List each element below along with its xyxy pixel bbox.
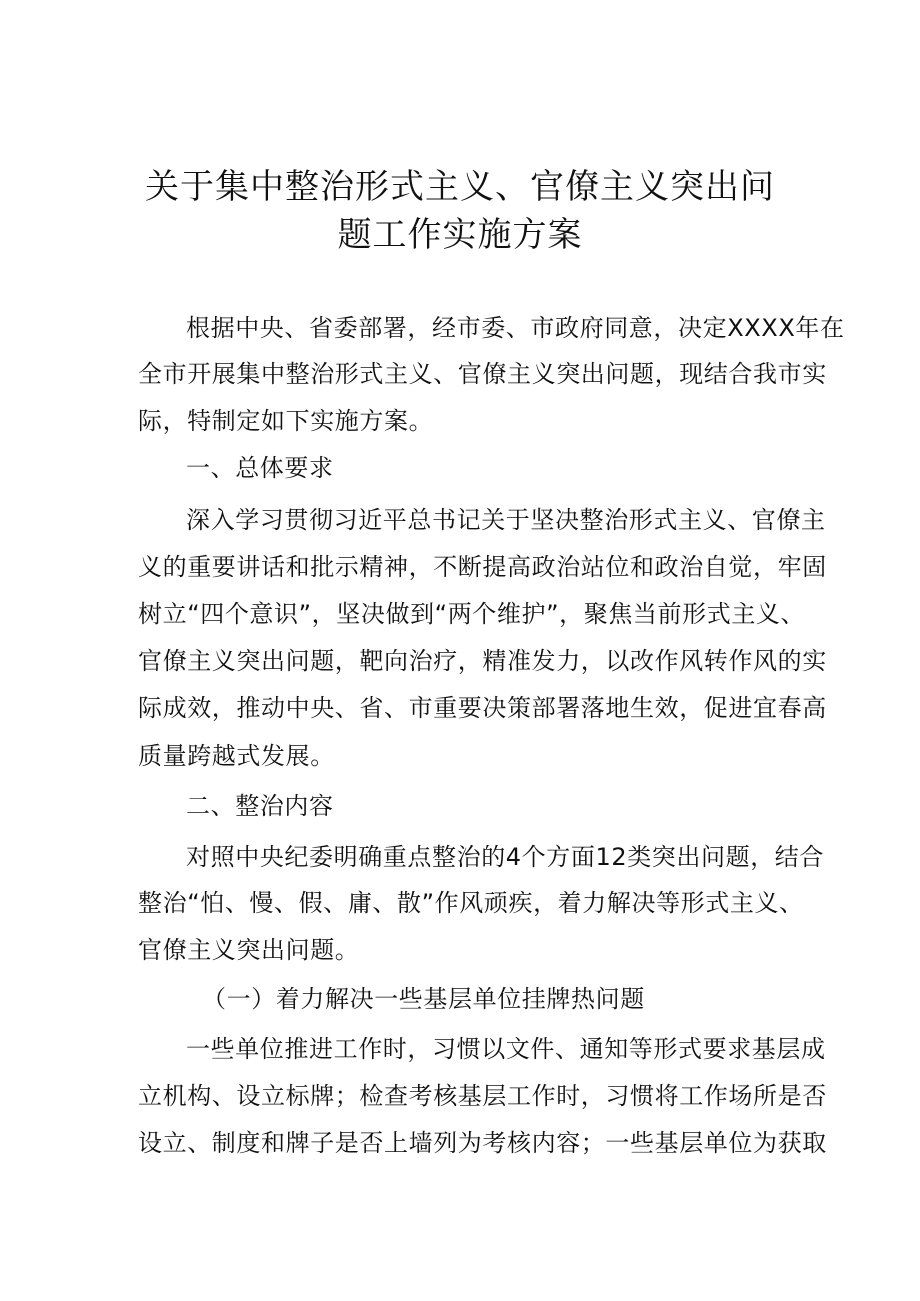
paragraph-line: 整治“怕、慢、假、庸、散”作风顽疾，着力解决等形式主义、 — [138, 889, 804, 917]
paragraph-line: 设立、制度和牌子是否上墙列为考核内容；一些基层单位为获取 — [138, 1129, 827, 1157]
paragraph-line: 深入学习贯彻习近平总书记关于坚决整治形式主义、官僚主 — [186, 506, 826, 534]
paragraph-line: 际成效，推动中央、省、市重要决策部署落地生效，促进宜春高 — [138, 694, 827, 722]
title-line-2: 题工作实施方案 — [337, 215, 583, 255]
paragraph-line: 立机构、设立标牌；检查考核基层工作时，习惯将工作场所是否 — [138, 1082, 827, 1110]
paragraph-line: 际，特制定如下实施方案。 — [138, 407, 434, 435]
section-heading: 二、整治内容 — [186, 792, 334, 820]
paragraph-line: 全市开展集中整治形式主义、官僚主义突出问题，现结合我市实 — [138, 360, 827, 388]
paragraph-line: 质量跨越式发展。 — [138, 742, 335, 770]
paragraph-line: 一些单位推进工作时，习惯以文件、通知等形式要求基层成 — [186, 1035, 826, 1063]
paragraph-line: 官僚主义突出问题。 — [138, 936, 360, 964]
paragraph-line: 根据中央、省委部署，经市委、市政府同意，决定XXXX年在 — [186, 314, 845, 342]
paragraph-line: 义的重要讲话和批示精神，不断提高政治站位和政治自觉，牢固 — [138, 553, 827, 581]
section-heading: 一、总体要求 — [186, 454, 334, 482]
paragraph-line: 对照中央纪委明确重点整治的4个方面12类突出问题，结合 — [186, 843, 825, 871]
document-title — [120, 163, 800, 259]
title-line-1: 关于集中整治形式主义、官僚主义突出问 — [145, 167, 775, 207]
paragraph-line: 官僚主义突出问题，靶向治疗，精准发力，以改作风转作风的实 — [138, 647, 827, 675]
subsection-heading: （一）着力解决一些基层单位挂牌热问题 — [202, 985, 645, 1013]
paragraph-line: 树立“四个意识”，坚决做到“两个维护”，聚焦当前形式主义、 — [138, 600, 806, 628]
